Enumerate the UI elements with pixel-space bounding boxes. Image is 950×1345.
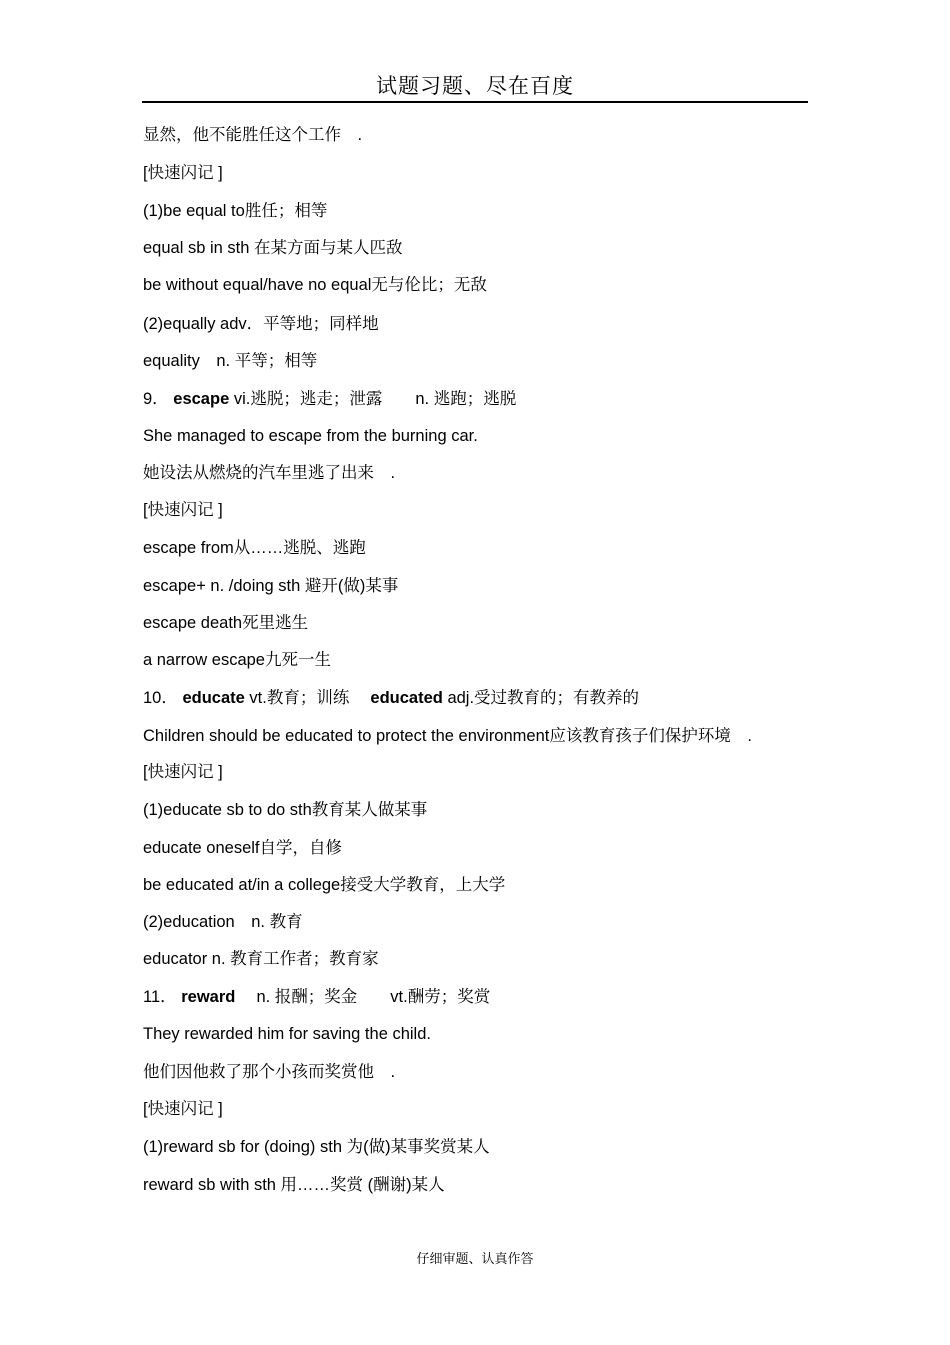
text-line: 显然，他不能胜任这个工作 . xyxy=(143,126,363,144)
text-line: escape+ n. /doing sth 避开(做)某事 xyxy=(143,577,399,595)
text-line: educate oneself自学，自修 xyxy=(143,839,343,857)
text-line: (1)educate sb to do sth教育某人做某事 xyxy=(143,801,428,819)
text-line: escape death死里逃生 xyxy=(143,614,309,632)
section-heading: [快速闪记 ] xyxy=(143,501,223,519)
vocab-entry-10 xyxy=(143,688,639,708)
headword: escape xyxy=(173,390,230,408)
page-footer: 仔细审题、认真作答 xyxy=(416,1252,534,1267)
header-divider xyxy=(142,101,808,103)
text-line: equal sb in sth 在某方面与某人匹敌 xyxy=(143,239,403,257)
text-line: be without equal/have no equal无与伦比；无敌 xyxy=(143,276,487,294)
text-line: a narrow escape九死一生 xyxy=(143,651,331,669)
section-heading: [快速闪记 ] xyxy=(143,763,223,781)
page-header-title: 试题习题、尽在百度 xyxy=(376,74,574,98)
text-line: educator n. 教育工作者；教育家 xyxy=(143,950,379,968)
text-line: reward sb with sth 用……奖赏 (酬谢)某人 xyxy=(143,1176,445,1194)
text-line: (1)reward sb for (doing) sth 为(做)某事奖赏某人 xyxy=(143,1138,490,1156)
example-sentence: They rewarded him for saving the child. xyxy=(143,1025,431,1043)
translation: 他们因他救了那个小孩而奖赏他 . xyxy=(143,1063,396,1081)
headword-derived: educated xyxy=(370,689,443,707)
example-sentence: Children should be educated to protect the environment应该教育孩子们保护环境 . xyxy=(143,727,752,745)
entry-number: 9． xyxy=(143,390,169,408)
vocab-entry-11 xyxy=(143,987,490,1007)
section-heading: [快速闪记 ] xyxy=(143,1100,223,1118)
entry-number: 11． xyxy=(143,988,177,1006)
headword: educate xyxy=(182,689,245,707)
section-heading: [快速闪记 ] xyxy=(143,164,223,182)
text-line: be educated at/in a college接受大学教育，上大学 xyxy=(143,876,506,894)
definition-derived: adj.受过教育的；有教养的 xyxy=(447,689,640,707)
example-sentence: She managed to escape from the burning car. xyxy=(143,427,478,445)
definition: vt.教育；训练 xyxy=(249,689,366,707)
vocab-entry-9 xyxy=(143,389,516,409)
text-line: escape from从……逃脱、逃跑 xyxy=(143,539,366,557)
text-line: equality n. 平等；相等 xyxy=(143,352,318,370)
headword: reward xyxy=(181,988,236,1006)
entry-number: 10． xyxy=(143,689,178,707)
text-line: (1)be equal to胜任；相等 xyxy=(143,202,328,220)
text-line: (2)education n. 教育 xyxy=(143,913,303,931)
text-line: (2)equally adv．平等地；同样地 xyxy=(143,315,379,333)
definition: vi.逃脱；逃走；泄露 n. 逃跑；逃脱 xyxy=(233,390,517,408)
definition: n. 报酬；奖金 vt.酬劳；奖赏 xyxy=(239,988,491,1006)
translation: 她设法从燃烧的汽车里逃了出来 . xyxy=(143,464,396,482)
